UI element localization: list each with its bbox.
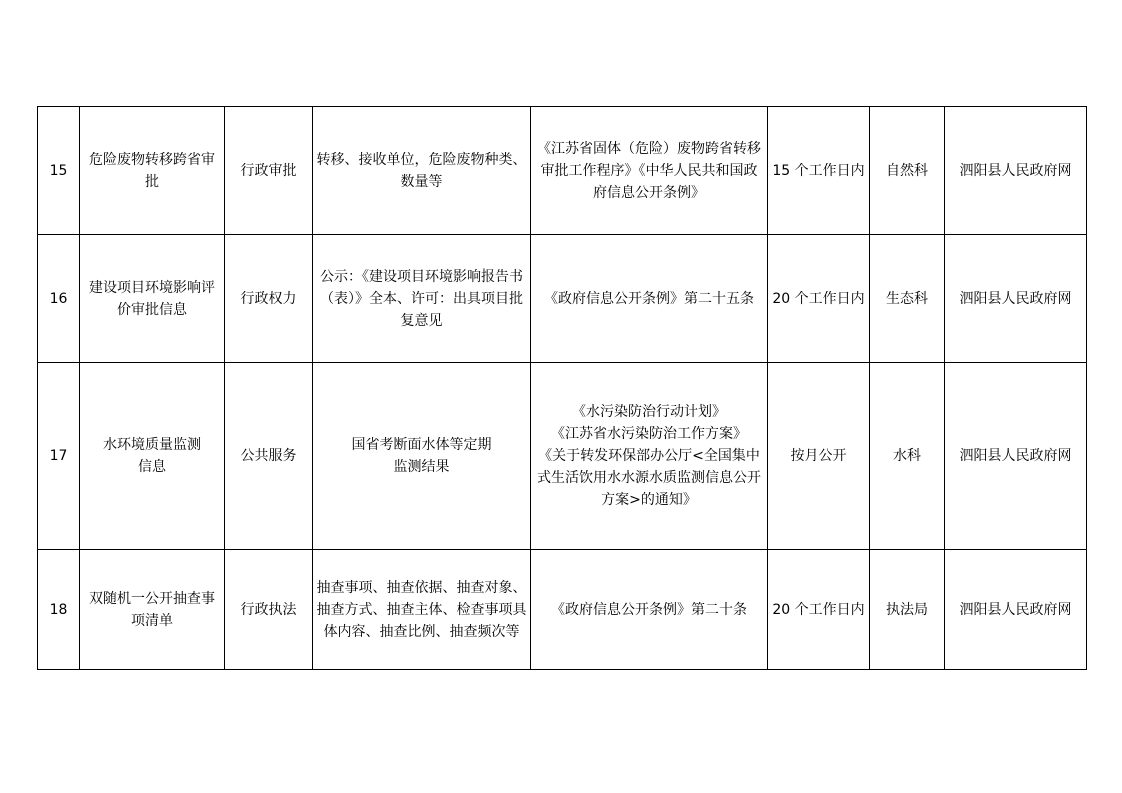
responsible-dept: 自然科 — [870, 107, 945, 235]
legal-basis: 《政府信息公开条例》第二十条 — [531, 550, 768, 670]
item-name: 水环境质量监测 信息 — [80, 363, 225, 550]
table-row — [38, 550, 1087, 670]
disclosure-period: 20 个工作日内 — [768, 550, 870, 670]
disclosure-content: 转移、接收单位，危险废物种类、 数量等 — [313, 107, 531, 235]
row-number: 16 — [38, 235, 80, 363]
responsible-dept: 执法局 — [870, 550, 945, 670]
item-name: 建设项目环境影响评 价审批信息 — [80, 235, 225, 363]
table-row — [38, 235, 1087, 363]
item-category: 公共服务 — [225, 363, 313, 550]
item-category: 行政执法 — [225, 550, 313, 670]
responsible-dept: 水科 — [870, 363, 945, 550]
disclosure-content: 公示：《建设项目环境影响报告书 （表）》全本、许可：出具项目批 复意见 — [313, 235, 531, 363]
disclosure-period: 15 个工作日内 — [768, 107, 870, 235]
table-row — [38, 363, 1087, 550]
row-number: 17 — [38, 363, 80, 550]
item-category: 行政权力 — [225, 235, 313, 363]
disclosure-period: 按月公开 — [768, 363, 870, 550]
disclosure-channel: 泗阳县人民政府网 — [945, 363, 1087, 550]
disclosure-channel: 泗阳县人民政府网 — [945, 550, 1087, 670]
item-category: 行政审批 — [225, 107, 313, 235]
disclosure-channel: 泗阳县人民政府网 — [945, 107, 1087, 235]
row-number: 18 — [38, 550, 80, 670]
disclosure-content: 国省考断面水体等定期 监测结果 — [313, 363, 531, 550]
disclosure-content: 抽查事项、抽查依据、抽查对象、 抽查方式、抽查主体、检查事项具 体内容、抽查比例、抽查频次等 — [313, 550, 531, 670]
row-number: 15 — [38, 107, 80, 235]
legal-basis: 《水污染防治行动计划》 《江苏省水污染防治工作方案》 《关于转发环保部办公厅<全国集中 式生活饮用水水源水质监测信息公开 方案>的通知》 — [531, 363, 768, 550]
disclosure-channel: 泗阳县人民政府网 — [945, 235, 1087, 363]
responsible-dept: 生态科 — [870, 235, 945, 363]
legal-basis: 《政府信息公开条例》第二十五条 — [531, 235, 768, 363]
disclosure-period: 20 个工作日内 — [768, 235, 870, 363]
table-row — [38, 107, 1087, 235]
disclosure-table — [37, 106, 1087, 670]
item-name: 双随机一公开抽查事 项清单 — [80, 550, 225, 670]
legal-basis: 《江苏省固体（危险）废物跨省转移 审批工作程序》《中华人民共和国政 府信息公开条例》 — [531, 107, 768, 235]
item-name: 危险废物转移跨省审 批 — [80, 107, 225, 235]
